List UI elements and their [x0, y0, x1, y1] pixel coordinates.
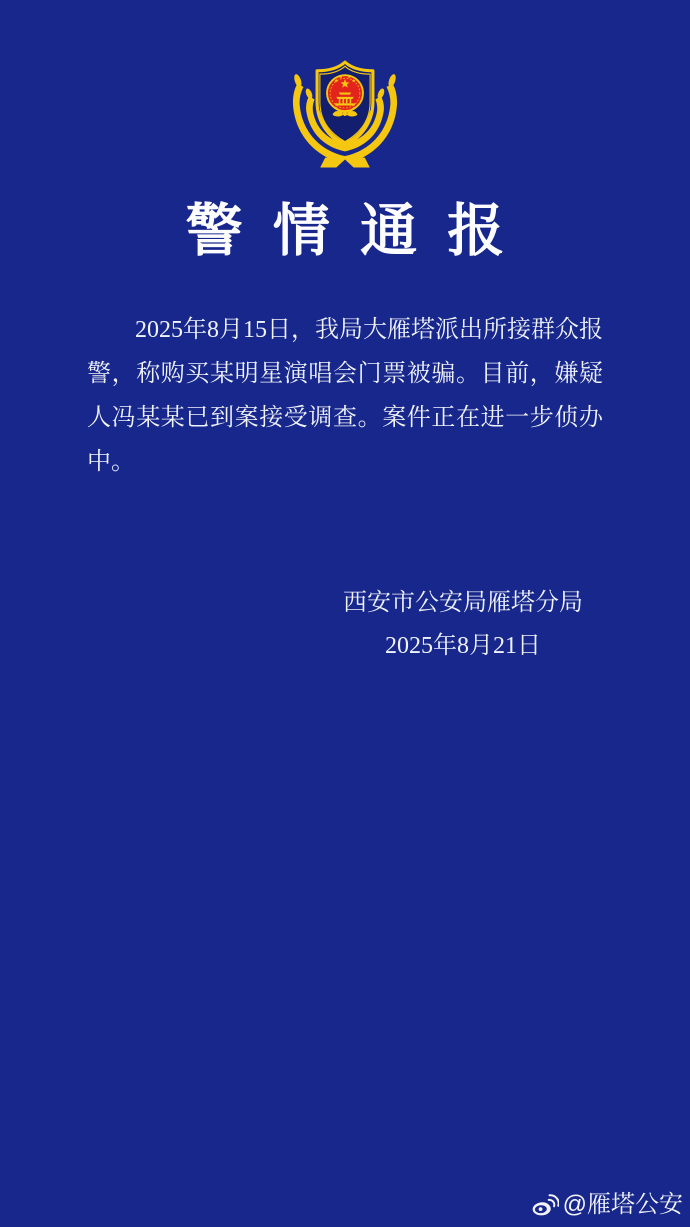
weibo-watermark: [531, 1192, 683, 1218]
weibo-icon: [531, 1193, 559, 1218]
signature-block: [343, 588, 583, 661]
china-police-badge-icon: [283, 46, 407, 170]
issuing-authority: 西安市公安局雁塔分局: [343, 590, 583, 616]
notice-body: 2025年8月15日，我局大雁塔派出所接群众报警，称购买某明星演唱会门票被骗。目前，嫌疑人冯某某已到案接受调查。案件正在进一步侦办中。: [87, 317, 603, 475]
badge-ribbon: [333, 111, 358, 116]
notice-title: 警情通报: [185, 200, 535, 263]
issue-date: 2025年8月21日: [385, 633, 541, 659]
watermark-handle: @雁塔公安: [562, 1191, 683, 1218]
